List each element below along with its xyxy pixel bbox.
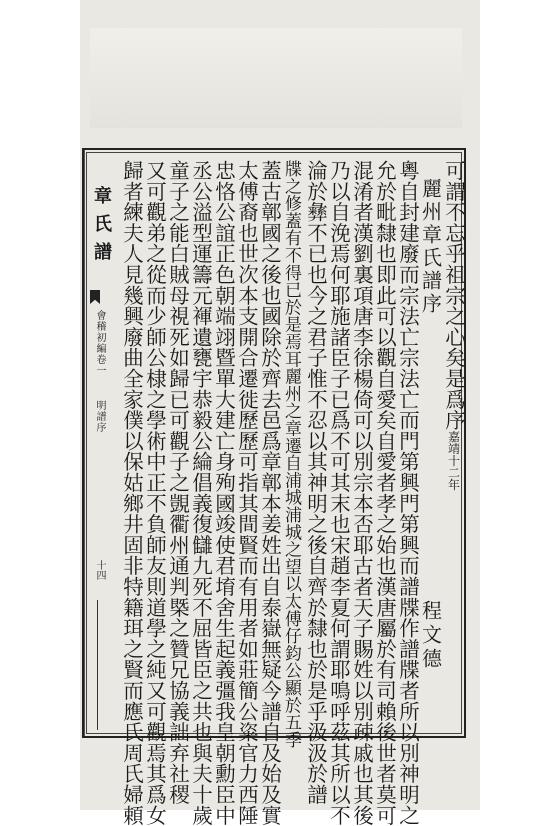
margin-volume: 會稽初編卷一 bbox=[94, 310, 105, 376]
text-column: 忠恪公誼正色朝端翊暨單大建亡身殉國竣使君堉舍生起義彊我皇朝勳臣中 bbox=[211, 160, 236, 826]
text-column: 蓋古鄣國之後也國除於齊去邑爲章鄣本姜姓出自泰嶽無疑今譜自及始及實 bbox=[257, 160, 282, 826]
text-column: 乃以自浼焉何耶施諸臣子已爲不可其末也宋趙李夏何謂耶鳴呼茲其所以不 bbox=[326, 160, 351, 826]
text-column bbox=[420, 600, 441, 672]
text-column: 粵自封建廢而宗法亡宗法亡而門第興門第興而譜牒作譜牒者所以別神明之 bbox=[395, 160, 420, 826]
show-through-text bbox=[90, 28, 462, 128]
column-text: 可謂不忘乎祖宗之心矣是爲序 bbox=[441, 160, 466, 431]
text-column bbox=[420, 178, 441, 316]
text-column: 允於毗隸也即此可以觀自愛矣自愛者孝之始也漢唐屬於有司賴後世者莫可 bbox=[372, 160, 397, 826]
preface-author: 程文德 bbox=[418, 600, 443, 672]
text-column: 太傅裔也世次本支開合遷徙歷歷可指其間賢而有用者如莊簡公粢官力西陲 bbox=[234, 160, 259, 826]
text-column: 丞公溢型運籌元褌遺甕宇恭毅公綸倡義復讎九死不屈皆臣之共也與夫十歲 bbox=[188, 160, 213, 826]
margin-title: 章氏譜 bbox=[91, 186, 112, 270]
text-column: 歸者練夫人見幾興廢曲全家僕以保姑鄉井固非特籍珥之賢而應氏周氏婦頼 bbox=[119, 160, 144, 826]
text-column: 混淆者漢劉裏項唐李徐楊倚可以別宗本否耶古者天子賜姓以別疎戚也其後 bbox=[349, 160, 374, 826]
margin-section: 明譜序 bbox=[94, 400, 105, 433]
text-column: 淪於彝不已也今之君子惟不忍以其神明之後自齊於隸也於是乎汲汲於譜 bbox=[303, 160, 328, 805]
text-column: 童子之能白賊母視死如歸已可觀子之覬衢州通判槩之贊兄協義詘弃社稷 bbox=[165, 160, 190, 805]
text-column bbox=[443, 160, 464, 490]
column-note: 嘉靖十二年 bbox=[446, 430, 461, 491]
preface-title: 麗州章氏譜序 bbox=[418, 178, 443, 316]
text-column: 又可觀弟之從而少師公棣之學術中正不負師友則道學之純又可觀焉其爲女 bbox=[142, 160, 167, 826]
margin-page-number: 十四 bbox=[94, 560, 105, 580]
text-column: 牒之修蓋有不得已於是焉耳麗州之章遷自浦城浦城之望以太傅仔鈞公顯於五季 bbox=[281, 160, 301, 749]
